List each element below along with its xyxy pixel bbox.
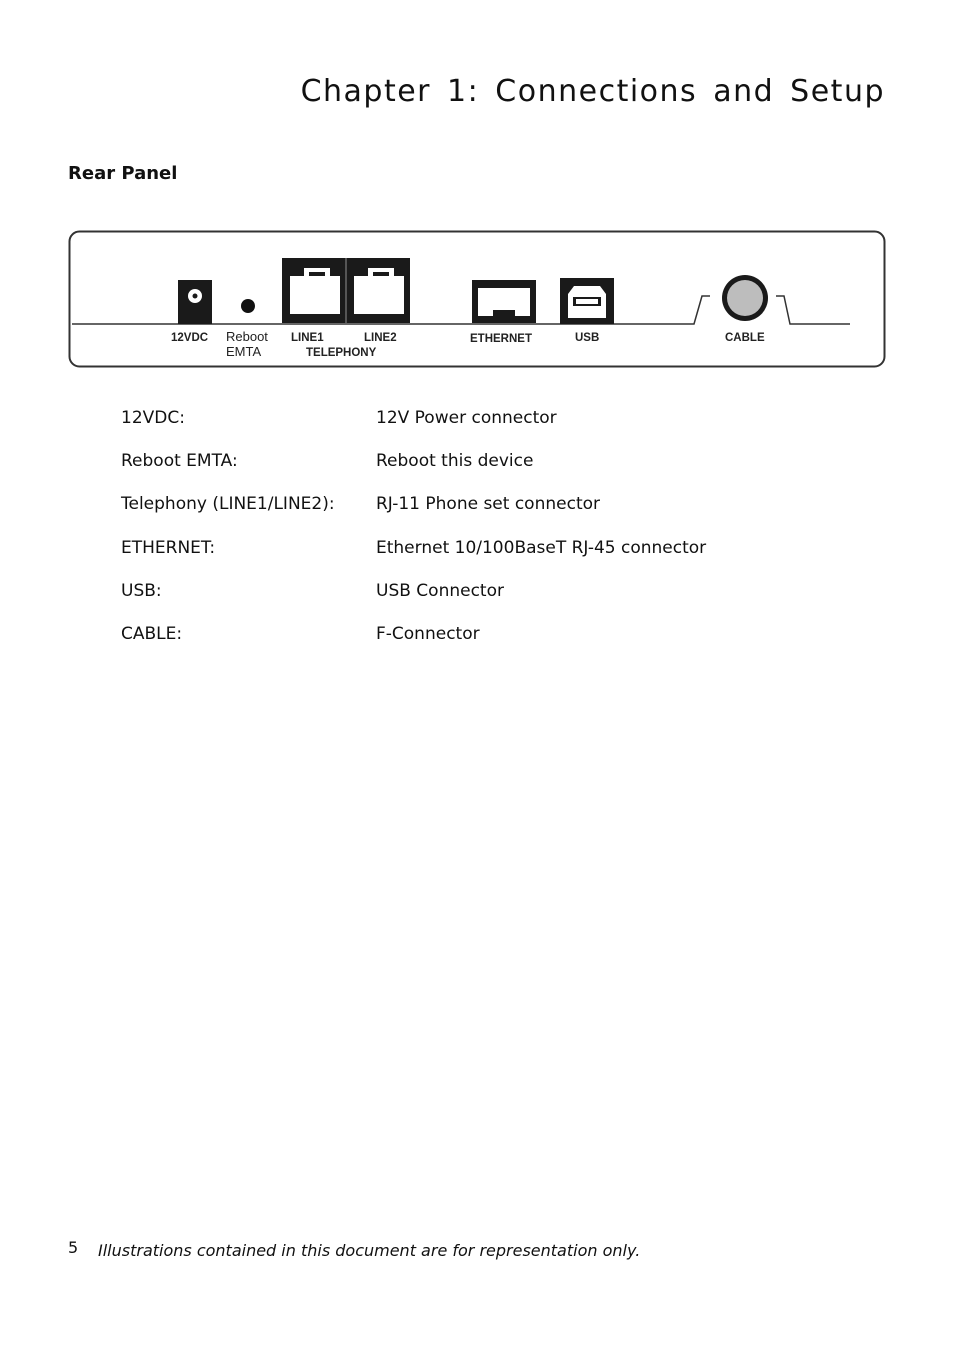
legend-row [121, 408, 821, 451]
label-reboot-line1: Reboot [226, 329, 268, 344]
legend-description: USB Connector [376, 580, 504, 601]
section-heading: Rear Panel [68, 163, 178, 184]
legend-row [121, 624, 821, 667]
legend-description: F-Connector [376, 623, 480, 644]
page-number: 5 [68, 1238, 79, 1257]
connector-legend [121, 408, 821, 667]
chapter-title: Chapter 1: Connections and Setup [300, 74, 885, 109]
legend-term: Telephony (LINE1/LINE2): [121, 494, 335, 515]
legend-term: ETHERNET: [121, 537, 216, 558]
legend-description: Ethernet 10/100BaseT RJ-45 connector [376, 537, 707, 558]
label-reboot-line2: EMTA [226, 344, 262, 359]
legend-description: RJ-11 Phone set connector [376, 494, 600, 515]
reboot-button-icon [241, 299, 255, 313]
legend-row [121, 494, 821, 537]
label-cable: CABLE [725, 332, 765, 344]
label-usb: USB [575, 332, 600, 344]
legend-term: Reboot EMTA: [121, 451, 238, 472]
power-jack-icon [178, 280, 212, 324]
legend-row [121, 538, 821, 581]
label-line1: LINE1 [291, 332, 324, 344]
label-ethernet: ETHERNET [470, 333, 532, 345]
rear-panel-illustration [68, 230, 886, 368]
legend-description: 12V Power connector [376, 408, 557, 428]
label-power: 12VDC [171, 332, 209, 344]
legend-term: CABLE: [121, 623, 183, 644]
footer-note: Illustrations contained in this document are for representation only. [98, 1241, 641, 1260]
legend-term: 12VDC: [121, 408, 185, 428]
rj45-port-icon [472, 280, 536, 323]
rj11-port-icon [282, 258, 410, 323]
legend-row [121, 451, 821, 494]
usb-port-icon [560, 278, 614, 324]
coax-connector-icon [722, 275, 768, 321]
legend-term: USB: [121, 580, 162, 601]
label-telephony: TELEPHONY [306, 347, 377, 359]
legend-row [121, 581, 821, 624]
legend-description: Reboot this device [376, 451, 534, 472]
label-line2: LINE2 [364, 332, 397, 344]
